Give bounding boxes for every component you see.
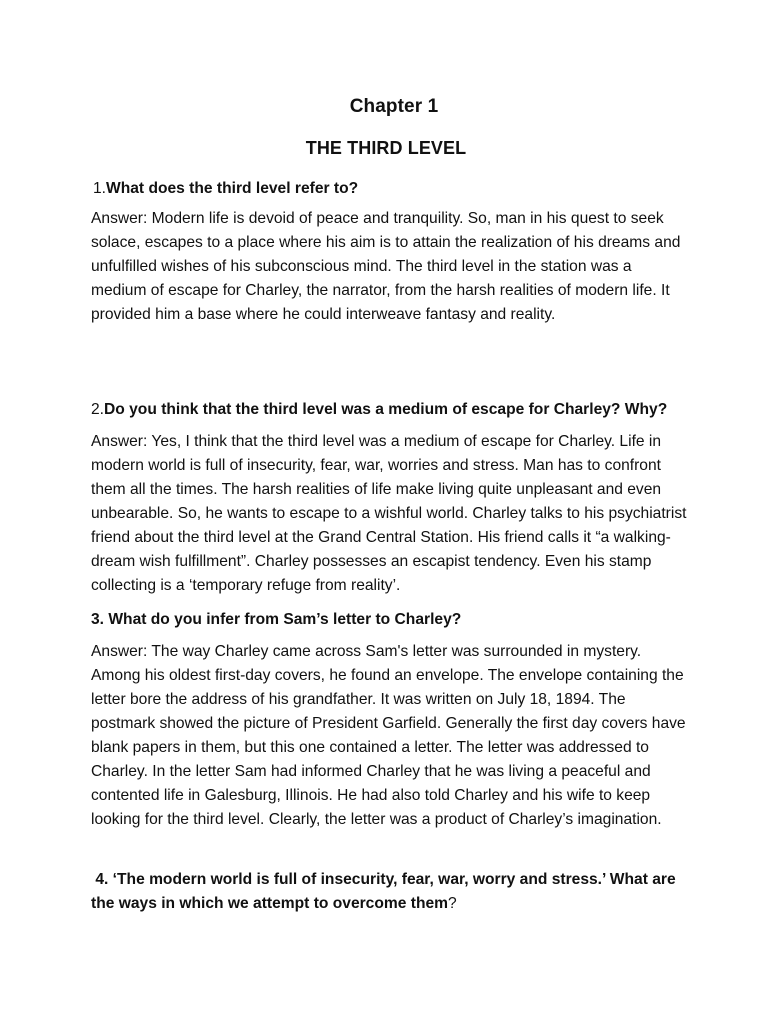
question-2 (91, 398, 691, 422)
answer-1: Answer: Modern life is devoid of peace and tranquility. So, man in his quest to seek solace, escapes to a place where his aim is to attain the realization of his dreams and unfulfilled wishes of his subconscious mind. The third level in the station was a medium of escape for Charley, the narrator, from the harsh realities of modern life. It provided him a base where he could interweave fantasy and reality. (91, 210, 681, 323)
chapter-heading: Chapter 1 (349, 96, 439, 117)
question-suffix: ? (448, 895, 457, 912)
question-3 (91, 608, 691, 632)
question-text: What does the third level refer to? (106, 180, 359, 197)
question-text: 4. ‘The modern world is full of insecurity, fear, war, worry and stress.’ What are the ways in which we attempt to overcome them (91, 871, 680, 912)
chapter-title: THE THIRD LEVEL (305, 138, 467, 158)
question-4 (91, 868, 691, 916)
question-text: 3. What do you infer from Sam’s letter to Charley? (91, 611, 462, 628)
question-number: 1. (93, 180, 107, 197)
question-number: 2. (91, 401, 105, 418)
answer-3: Answer: The way Charley came across Sam's letter was surrounded in mystery. Among his oldest first-day covers, he found an envelope. The envelope containing the letter bore the address of his grandfather. It was written on July 18, 1894. The postmark showed the picture of President Garfield. Generally the first day covers have blank papers in them, but this one contained a letter. The letter was addressed to Charley. In the letter Sam had informed Charley that he was living a peaceful and contented life in Galesburg, Illinois. He had also told Charley and his wife to keep looking for the third level. Clearly, the letter was a product of Charley’s imagination. (91, 643, 686, 828)
question-text: Do you think that the third level was a medium of escape for Charley? Why? (104, 401, 668, 418)
answer-2: Answer: Yes, I think that the third level was a medium of escape for Charley. Life in modern world is full of insecurity, fear, war, worries and stress. Man has to confront them all the times. The harsh realities of life make living quite unpleasant and even unbearable. So, he wants to escape to a wishful world. Charley talks to his psychiatrist friend about the third level at the Grand Central Station. His friend calls it “a walking-dream wish fulfillment”. Charley possesses an escapist tendency. Even his stamp collecting is a ‘temporary refuge from reality’. (91, 433, 687, 594)
question-1 (93, 177, 693, 201)
